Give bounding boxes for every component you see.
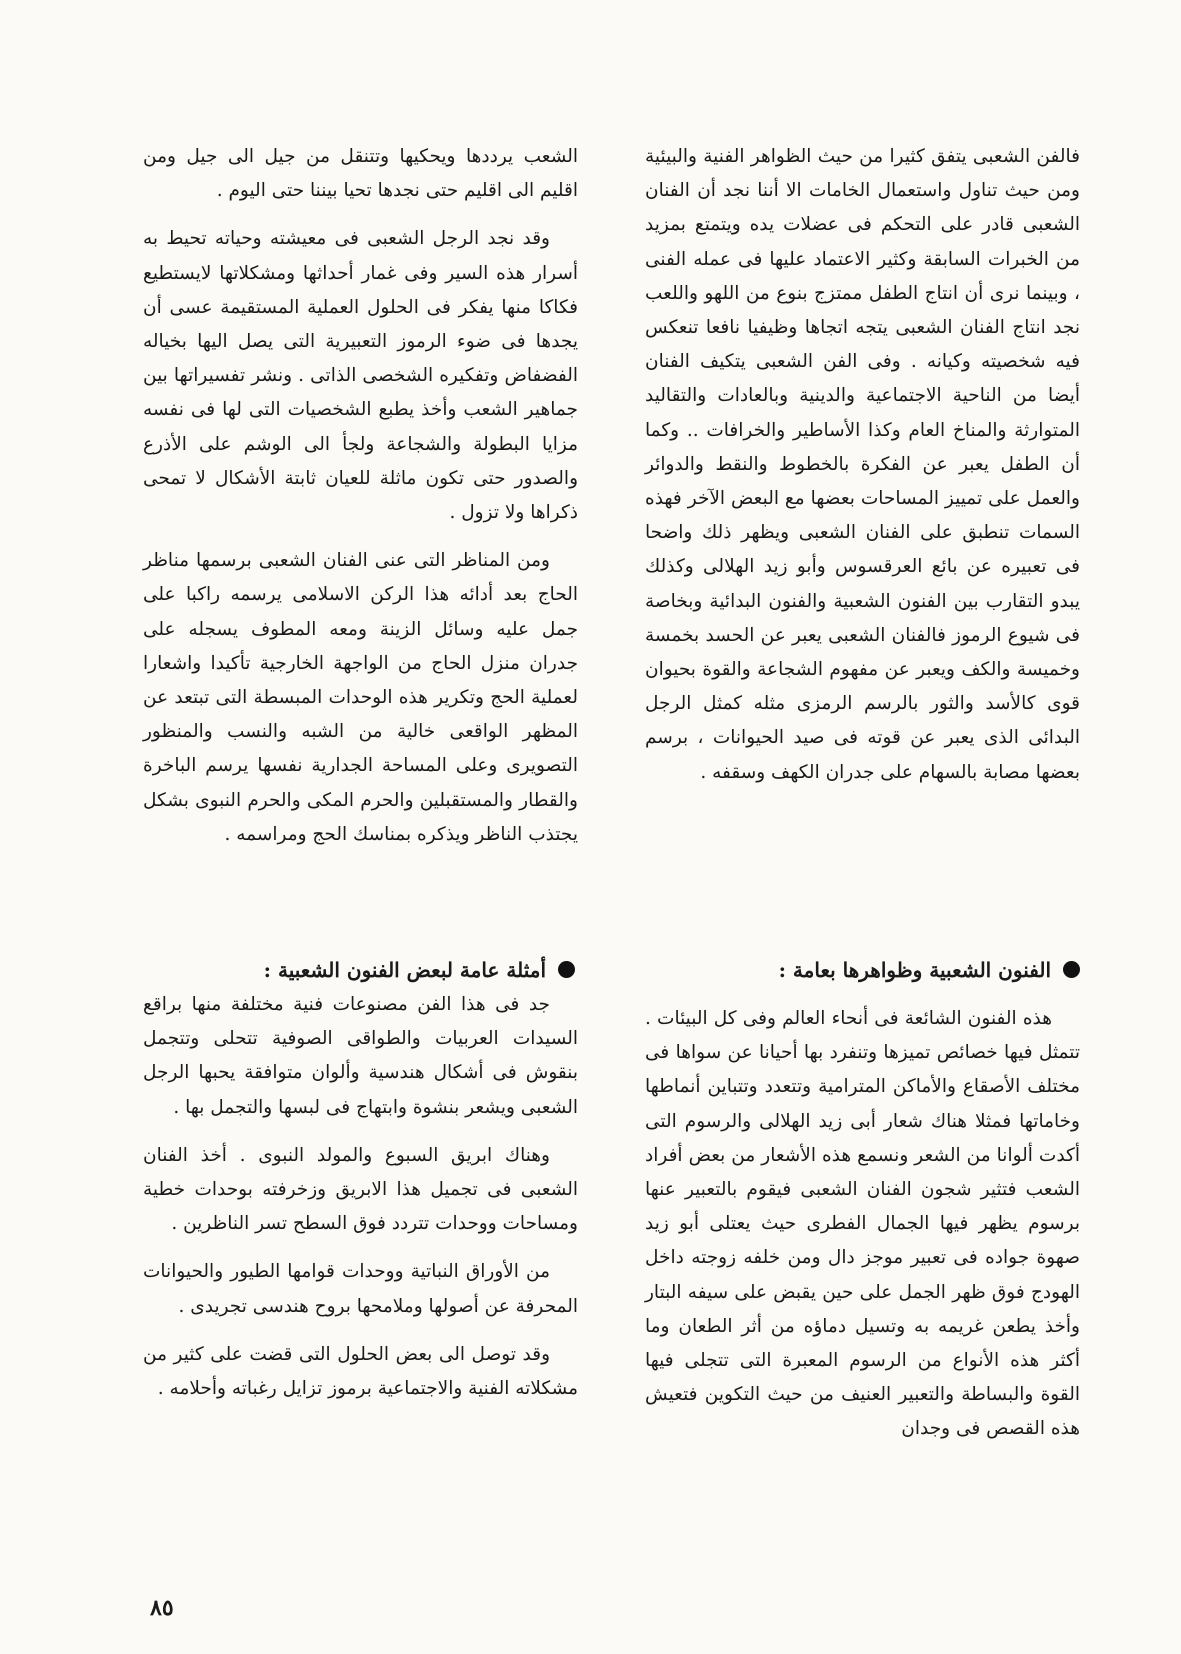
heading-text: أمثلة عامة لبعض الفنون الشعبية : [263, 958, 546, 982]
paragraph: فالفن الشعبى يتفق كثيرا من حيث الظواهر الفنية والبيئية ومن حيث تناول واستعمال الخامات الا أننا نجد أن الفنان الشعبى قادر على التحكم فى عضلات يده ويتمتع بمزيد من الخبرات السابقة وكثير الاعتماد عليها فى عمله الفنى ، وبينما نرى أن انتاج الطفل ممتزج بنوع من اللهو واللعب نجد انتاج الفنان الشعبى يتجه اتجاها وظيفيا نافعا تنعكس فيه شخصيته وكيانه . وفى الفن الشعبى يتكيف الفنان أيضا من الناحية الاجتماعية والدينية وبالعادات والتقاليد المتوارثة والمناخ العام وكذا الأساطير والخرافات .. وكما أن الطفل يعبر عن الفكرة بالخطوط والنقط والدوائر والعمل على تمييز المساحات بعضها مع البعض الآخر فهذه السمات تنطبق على الفنان الشعبى ويظهر ذلك واضحا فى تعبيره عن بائع العرقسوس وأبو زيد الهلالى وكذلك يبدو التقارب بين الفنون الشعبية والفنون البدائية وبخاصة فى شيوع الرموز فالفنان الشعبى يعبر عن الحسد بخمسة وخميسة والكف ويعبر عن مفهوم الشجاعة والقوة بحيوان قوى كالأسد والثور بالرسم الرمزى مثله كمثل الرجل البدائى الذى يعبر عن قوته فى صيد الحيوانات ، برسم بعضها مصابة بالسهام على جدران الكهف وسقفه . [645, 146, 1080, 783]
paragraph: ومن المناظر التى عنى الفنان الشعبى برسمها مناظر الحاج بعد أدائه هذا الركن الاسلامى يرسمه راكبا على جمل عليه وسائل الزينة ومعه المطوف يسجله على جدران منزل الحاج من الواجهة الخارجية تأكيدا واشعارا لعملية الحج وتكرير هذه الوحدات المبسطة التى تبتعد عن المظهر الواقعى خالية من الشبه والنسب والمنظور التصويرى وعلى المساحة الجدارية نفسها يرسم الباخرة والقطار والمستقبلين والحرم المكى والحرم النبوى بشكل يجتذب الناظر ويذكره بمناسك الحج ومراسمه . [143, 550, 578, 845]
right-column-top [645, 140, 1080, 790]
left-column-bottom [143, 988, 578, 1406]
section-heading-popular-arts [779, 955, 1080, 985]
paragraph: الشعب يرددها ويحكيها وتتنقل من جيل الى جيل ومن اقليم الى اقليم حتى نجدها تحيا بيننا حتى اليوم . [143, 146, 578, 202]
paragraph: هذه الفنون الشائعة فى أنحاء العالم وفى كل البيئات . تتمثل فيها خصائص تميزها وتنفرد بها أحيانا عن سواها فى مختلف الأصقاع والأماكن المترامية وتتعدد وتتباين أنماطها وخاماتها فمثلا هناك شعار أبى زيد الهلالى والرسوم التى أكدت ألوانا من الشعر ونسمع هذه الأشعار من بعض أفراد الشعب فتثير شجون الفنان الشعبى فيقوم بالتعبير عنها برسوم يظهر فيها الجمال الفطرى حيث يعتلى أبو زيد صهوة جواده فى تعبير موجز دال ومن خلفه زوجته داخل الهودج فوق ظهر الجمل على حين يقبض على سيفه البتار وأخذ يطعن غريمه به وتسيل دماؤه من أثر الطعان وما أكثر هذه الأنواع من الرسوم المعبرة التى تتجلى فيها القوة والبساطة والتعبير العنيف من حيث التكوين فتعيش هذه القصص فى وجدان [645, 1008, 1080, 1440]
bullet-icon [558, 961, 575, 978]
section-heading-examples [264, 955, 575, 985]
paragraph: جد فى هذا الفن مصنوعات فنية مختلفة منها براقع السيدات العربيات والطواقى الصوفية تتحلى وتتجمل بنقوش فى أشكال هندسية وألوان متوافقة يحبها الرجل الشعبى ويشعر بنشوة وابتهاج فى لبسها والتجمل بها . [143, 994, 578, 1118]
bullet-icon [1063, 961, 1080, 978]
paragraph: وقد توصل الى بعض الحلول التى قضت على كثير من مشكلاته الفنية والاجتماعية برموز تزايل رغباته وأحلامه . [143, 1343, 578, 1400]
page-number: ٨٥ [150, 1595, 174, 1621]
heading-text: الفنون الشعبية وظواهرها بعامة : [778, 958, 1051, 982]
paragraph: وهناك ابريق السبوع والمولد النبوى . أخذ الفنان الشعبى فى تجميل هذا الابريق وزخرفته بوحدات خطية ومساحات ووحدات تتردد فوق السطح تسر الناظرين . [143, 1144, 578, 1235]
left-column-top [143, 140, 578, 852]
right-column-bottom [645, 1002, 1080, 1447]
paragraph: من الأوراق النباتية ووحدات قوامها الطيور والحيوانات المحرفة عن أصولها وملامحها بروح هندسى تجريدى . [143, 1261, 578, 1317]
paragraph: وقد نجد الرجل الشعبى فى معيشته وحياته تحيط به أسرار هذه السير وفى غمار أحداثها ومشكلاتها لايستطيع فكاكا منها يفكر فى الحلول العملية المستقيمة عسى أن يجدها فى ضوء الرموز التعبيرية التى يصل اليها بخياله الفضفاض وتفكيره الشخصى الذاتى . ونشر تفسيراتها بين جماهير الشعب وأخذ يطبع الشخصيات التى لها فى نفسه مزايا البطولة والشجاعة ولجأ الى الوشم على الأذرع والصدور حتى تكون ماثلة للعيان ثابتة الأشكال لا تمحى ذكراها ولا تزول . [143, 228, 578, 524]
